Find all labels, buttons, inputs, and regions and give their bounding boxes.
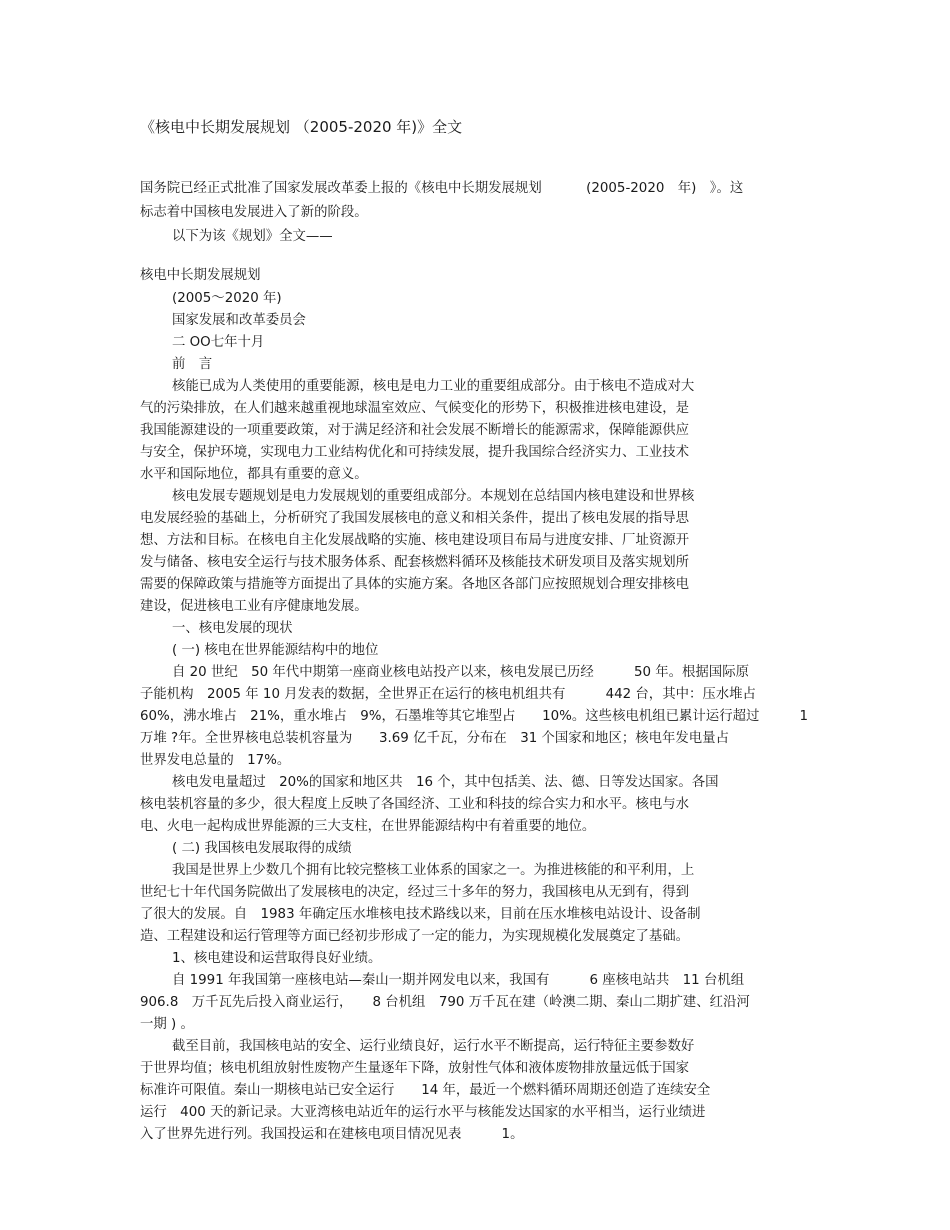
paragraph-line: 二 OO七年十月 [172,335,265,350]
paragraph-line: 以下为该《规划》全文—— [172,229,333,244]
paragraph-line: 发与储备、核电安全运行与技术服务体系、配套核燃料循环及核能技术研发项目及落实规划所 [140,555,690,570]
paragraph-line: 造、工程建设和运行管理等方面已经初步形成了一定的能力，为实现规模化发展奠定了基础。 [140,929,690,944]
document-title: 《核电中长期发展规划 （2005-2020 年)》全文 [140,118,463,136]
paragraph-line: 自 1991 年我国第一座核电站—秦山一期并网发电以来，我国有 6 座核电站共 11 台机组 [172,973,745,988]
paragraph-line: 核电发电量超过 20%的国家和地区共 16 个，其中包括美、法、德、日等发达国家。各国 [172,775,719,790]
paragraph-line: 电、火电一起构成世界能源的三大支柱，在世界能源结构中有着重要的地位。 [140,819,596,834]
paragraph-line: 核电装机容量的多少，很大程度上反映了各国经济、工业和科技的综合实力和水平。核电与水 [140,797,690,812]
paragraph-line: 建设，促进核电工业有序健康地发展。 [140,599,368,614]
section-heading: 核电中长期发展规划 [140,268,261,283]
paragraph-line: 截至目前，我国核电站的安全、运行业绩良好，运行水平不断提高，运行特征主要参数好 [172,1039,695,1054]
paragraph-line: 标准许可限值。秦山一期核电站已安全运行 14 年，最近一个燃料循环周期还创造了连续安全 [140,1083,711,1098]
section-heading: ( 一) 核电在世界能源结构中的地位 [172,643,379,658]
paragraph-line: 万堆 ?年。全世界核电总装机容量为 3.69 亿千瓦，分布在 31 个国家和地区；核电年发电量占 [140,731,729,746]
paragraph-line: 906.8 万千瓦先后投入商业运行， 8 台机组 790 万千瓦在建（岭澳二期、秦山二期扩建、红沿河 [140,995,750,1010]
paragraph-line: 水平和国际地位，都具有重要的意义。 [140,467,368,482]
paragraph-line: 于世界均值；核电机组放射性废物产生量逐年下降，放射性气体和液体废物排放量远低于国家 [140,1061,690,1076]
paragraph-line: 气的污染排放，在人们越来越重视地球温室效应、气候变化的形势下，积极推进核电建设，是 [140,401,690,416]
paragraph-line: 入了世界先进行列。我国投运和在建核电项目情况见表 1。 [140,1127,524,1142]
paragraph-line: 想、方法和目标。在核电自主化发展战略的实施、核电建设项目布局与进度安排、厂址资源开 [140,533,690,548]
section-heading: ( 二) 我国核电发展取得的成绩 [172,841,352,856]
paragraph-line: 国务院已经正式批准了国家发展改革委上报的《核电中长期发展规划 (2005-2020 年) 》。这 [140,181,744,196]
section-heading: 一、核电发展的现状 [172,621,293,636]
paragraph-line: 世界发电总量的 17%。 [140,753,291,768]
paragraph-line: 60%，沸水堆占 21%，重水堆占 9%，石墨堆等其它堆型占 10%。这些核电机组已累计运行超过 1 [140,709,809,724]
paragraph-line: 需要的保障政策与措施等方面提出了具体的实施方案。各地区各部门应按照规划合理安排核电 [140,577,690,592]
section-heading: 1、核电建设和运营取得良好业绩。 [172,951,382,966]
paragraph-line: 国家发展和改革委员会 [172,313,306,328]
paragraph-line: 子能机构 2005 年 10 月发表的数据，全世界正在运行的核电机组共有 442 台，其中：压水堆占 [140,687,756,702]
paragraph-line: 一期 ) 。 [140,1017,194,1032]
paragraph-line: 世纪七十年代国务院做出了发展核电的决定，经过三十多年的努力，我国核电从无到有，得到 [140,885,690,900]
paragraph-line: 我国能源建设的一项重要政策，对于满足经济和社会发展不断增长的能源需求，保障能源供应 [140,423,690,438]
section-heading: 前 言 [172,357,213,372]
paragraph-line: (2005～2020 年) [172,291,282,306]
paragraph-line: 核能已成为人类使用的重要能源，核电是电力工业的重要组成部分。由于核电不造成对大 [172,379,695,394]
paragraph-line: 核电发展专题规划是电力发展规划的重要组成部分。本规划在总结国内核电建设和世界核 [172,489,695,504]
paragraph-line: 标志着中国核电发展进入了新的阶段。 [140,205,368,220]
paragraph-line: 与安全，保护环境，实现电力工业结构优化和可持续发展，提升我国综合经济实力、工业技术 [140,445,690,460]
paragraph-line: 电发展经验的基础上，分析研究了我国发展核电的意义和相关条件，提出了核电发展的指导思 [140,511,690,526]
paragraph-line: 我国是世界上少数几个拥有比较完整核工业体系的国家之一。为推进核能的和平利用，上 [172,863,695,878]
paragraph-line: 自 20 世纪 50 年代中期第一座商业核电站投产以来，核电发展已历经 50 年。根据国际原 [172,665,749,680]
paragraph-line: 了很大的发展。自 1983 年确定压水堆核电技术路线以来，目前在压水堆核电站设计、设备制 [140,907,701,922]
paragraph-line: 运行 400 天的新记录。大亚湾核电站近年的运行水平与核能发达国家的水平相当，运行业绩进 [140,1105,706,1120]
